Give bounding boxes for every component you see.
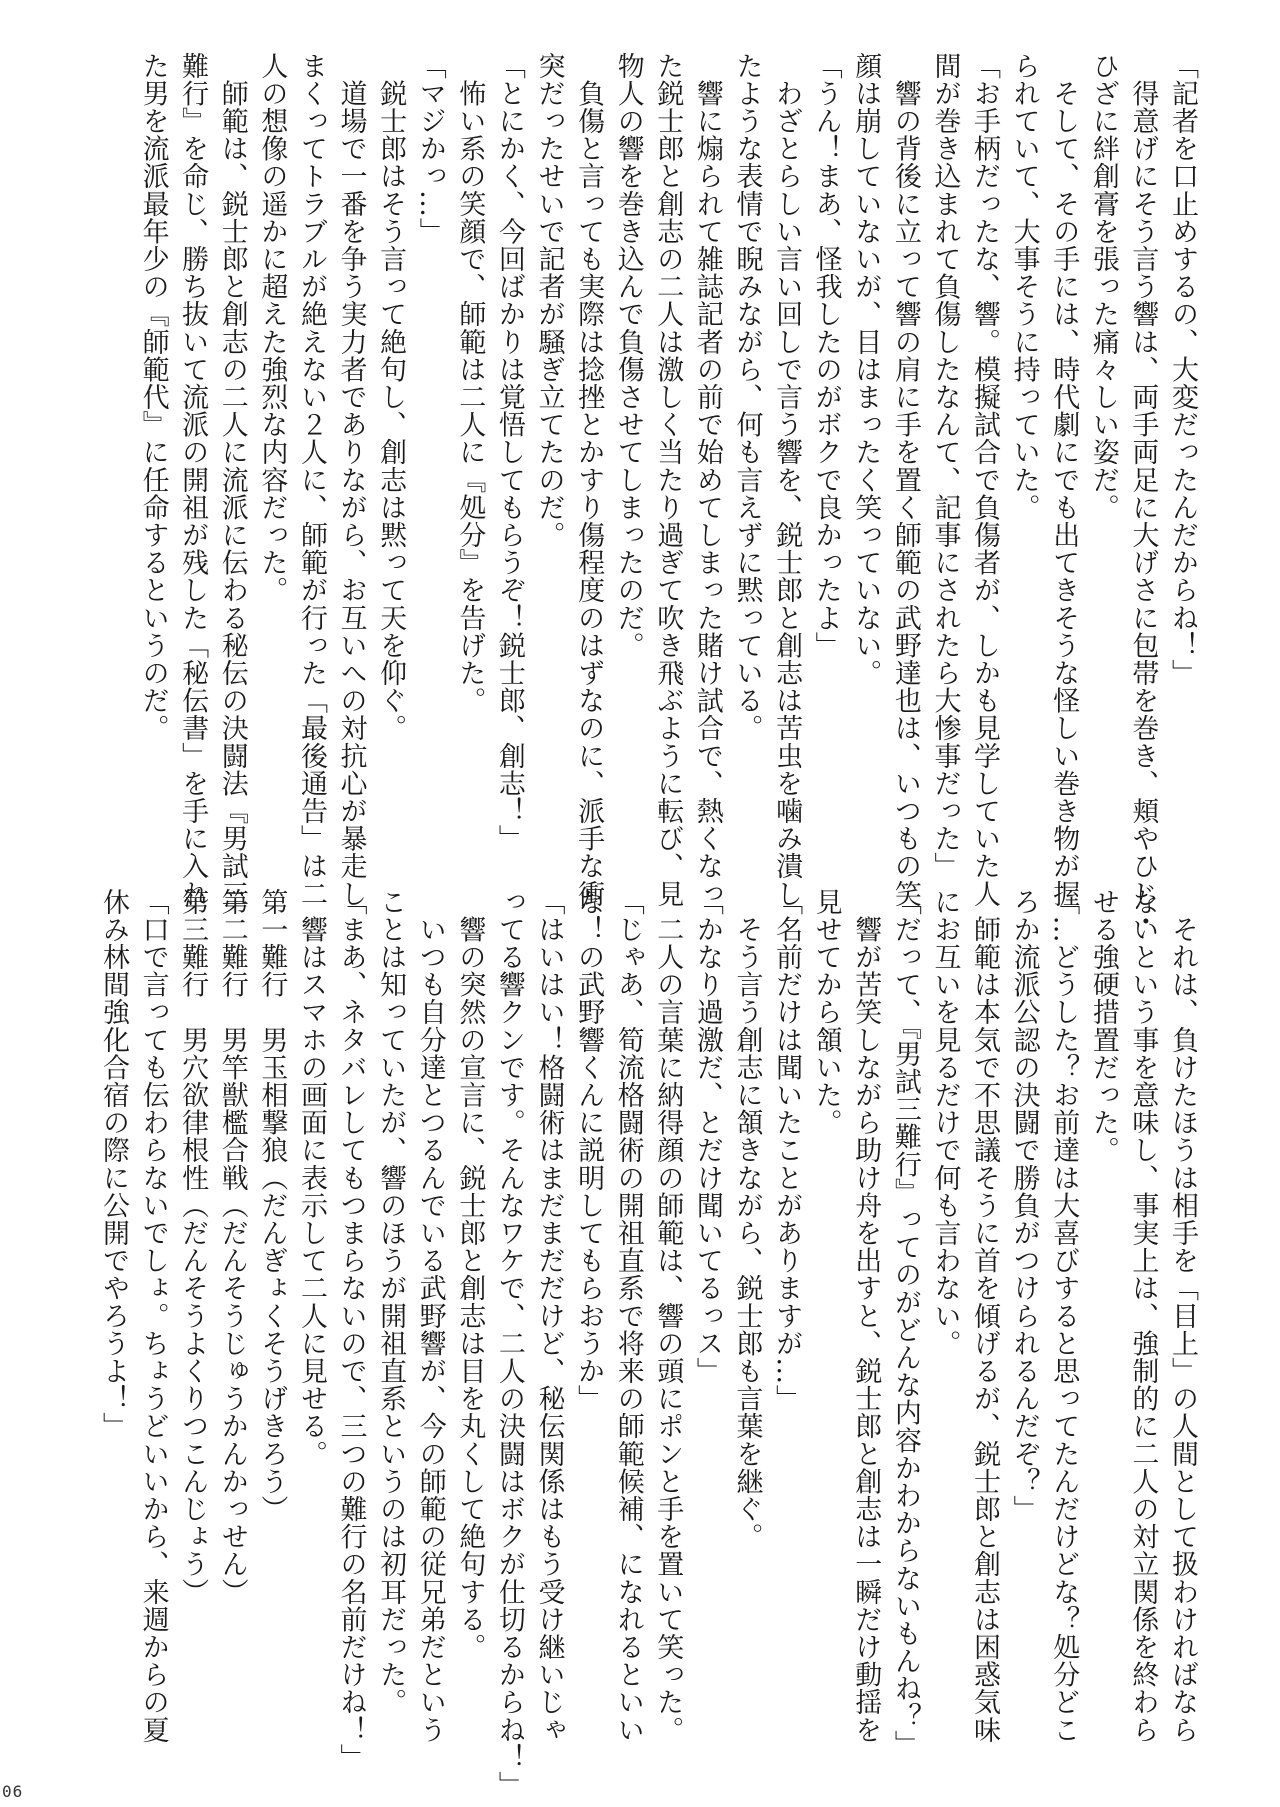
text-line: 「マジかっ…」 (414, 52, 446, 246)
text-line: ないという事を意味し、事実上は、強制的に二人の対立関係を終わら (1127, 888, 1159, 1744)
text-line: 難行』を命じ、勝ち抜いて流派の開祖が残した「秘伝書」を手に入れ (177, 52, 209, 908)
text-line: た男を流派最年少の『師範代』に任命するというのだ。 (137, 52, 169, 742)
text-line: 「はいはい！格闘術はまだまだだけど、秘伝関係はもう受け継いじゃ (533, 888, 565, 1744)
text-line: 「名前だけは聞いたことがありますが…」 (771, 888, 803, 1413)
text-line: 二人の言葉に納得顔の師範は、響の頭にポンと手を置いて笑った。 (652, 888, 684, 1744)
text-line: 「とにかく、今回ばかりは覚悟してもらうぞ！鋭士郎、創志！」 (493, 52, 525, 853)
text-line: 物人の響を巻き込んで負傷させてしまったのだ。 (612, 52, 644, 660)
upper-text-block (133, 52, 1202, 936)
text-line: られていて、大事そうに持っていた。 (1008, 52, 1040, 522)
text-line: まくってトラブルが絶えない２人に、師範が行った「最後通告」は二 (295, 52, 327, 908)
text-line: 響の背後に立って響の肩に手を置く師範の武野達也は、いつもの笑 (889, 52, 921, 908)
text-line: 「口で言っても伝わらないでしょ。ちょうどいいから、来週からの夏 (137, 888, 169, 1744)
text-line: 「まあ、ネタバレしてもつまらないので、三つの難行の名前だけね！」 (335, 888, 367, 1772)
text-line: 師範は本気で不思議そうに首を傾げるが、鋭士郎と創志は困惑気味 (969, 888, 1001, 1744)
text-line: にお互いを見るだけで何も言わない。 (929, 888, 961, 1358)
text-line: 怖い系の笑顔で、師範は二人に『処分』を告げた。 (454, 52, 486, 715)
page-number: 06 (2, 1782, 24, 1801)
text-line: 「お手柄だったな、響。模擬試合で負傷者が、しかも見学していた人 (969, 52, 1001, 908)
text-line: 突だったせいで記者が騒ぎ立てたのだ。 (533, 52, 565, 549)
text-line: 「…どうした？お前達は大喜びすると思ってたんだけどな？処分どこ (1048, 888, 1080, 1744)
text-line: 間が巻き込まれて負傷したなんて、記事にされたら大惨事だった」 (929, 52, 961, 880)
text-line: 休み林間強化合宿の際に公開でやろうよ！」 (97, 888, 129, 1440)
text-line: そう言う創志に頷きながら、鋭士郎も言葉を継ぐ。 (731, 888, 763, 1551)
text-line: いつも自分達とつるんでいる武野響が、今の師範の従兄弟だという (414, 888, 446, 1744)
text-line: ろか流派公認の決闘で勝負がつけられるんだぞ？」 (1008, 888, 1040, 1523)
text-line: せる強硬措置だった。 (1087, 888, 1119, 1164)
text-line: 鋭士郎はそう言って絶句し、創志は黙って天を仰ぐ。 (375, 52, 407, 742)
text-line: 見せてから頷いた。 (810, 888, 842, 1137)
text-line: 道場で一番を争う実力者でありながら、お互いへの対抗心が暴走し (335, 52, 367, 908)
text-line: 人の想像の遥かに超えた強烈な内容だった。 (256, 52, 288, 604)
text-line: な！の武野響くんに説明してもらおうか」 (573, 888, 605, 1413)
text-line: 顔は崩していないが、目はまったく笑っていない。 (850, 52, 882, 687)
text-line: 「記者を口止めするの、大変だったんだからね！」 (1167, 52, 1198, 687)
text-line: た鋭士郎と創志の二人は激しく当たり過ぎて吹き飛ぶように転び、見 (652, 52, 684, 908)
text-line: 「うん！まあ、怪我したのがボクで良かったよ」 (810, 52, 842, 660)
lower-text-block (93, 888, 1202, 1799)
text-line: ひざに絆創膏を張った痛々しい姿だ。 (1087, 52, 1119, 522)
text-line: 「じゃあ、筍流格闘術の開祖直系で将来の師範候補、になれるといい (612, 888, 644, 1744)
text-line: 負傷と言っても実際は捻挫とかすり傷程度のはずなのに、派手な衝 (573, 52, 605, 908)
text-line: たような表情で睨みながら、何も言えずに黙っている。 (731, 52, 763, 742)
text-line: ってる響クンです。そんなワケで、二人の決闘はボクが仕切るからね！」 (493, 888, 525, 1799)
text-line: それは、負けたほうは相手を「目上」の人間として扱わければなら (1167, 888, 1198, 1744)
text-line: 響が苦笑しながら助け舟を出すと、鋭士郎と創志は一瞬だけ動揺を (850, 888, 882, 1744)
text-line: 「かなり過激だ、とだけ聞いてるっス」 (691, 888, 723, 1385)
text-line: 響の突然の宣言に、鋭士郎と創志は目を丸くして絶句する。 (454, 888, 486, 1661)
text-line: 「だって、『男試三難行』ってのがどんな内容かわからないもんね？」 (889, 888, 921, 1758)
text-line: 師範は、鋭士郎と創志の二人に流派に伝わる秘伝の決闘法『男試三 (216, 52, 248, 908)
text-line: 響に煽られて雑誌記者の前で始めてしまった賭け試合で、熱くなっ (691, 52, 723, 908)
text-line: 第一難行 男玉相撃狼（だんぎょくそうげきろう） (256, 888, 288, 1523)
text-line: 得意げにそう言う響は、両手両足に大げさに包帯を巻き、頬やひじ・ (1127, 52, 1159, 936)
text-line: ことは知っていたが、響のほうが開祖直系というのは初耳だった。 (375, 888, 407, 1716)
text-line: 第二難行 男竿獣檻合戦（だんそうじゅうかんかっせん） (216, 888, 248, 1606)
text-line: わざとらしい言い回しで言う響を、鋭士郎と創志は苦虫を噛み潰し (771, 52, 803, 908)
text-line: そして、その手には、時代劇にでも出てきそうな怪しい巻き物が握 (1048, 52, 1080, 908)
text-line: 第三難行 男穴欲律根性（だんそうよくりつこんじょう） (177, 888, 209, 1606)
text-line: 響はスマホの画面に表示して二人に見せる。 (295, 888, 327, 1468)
